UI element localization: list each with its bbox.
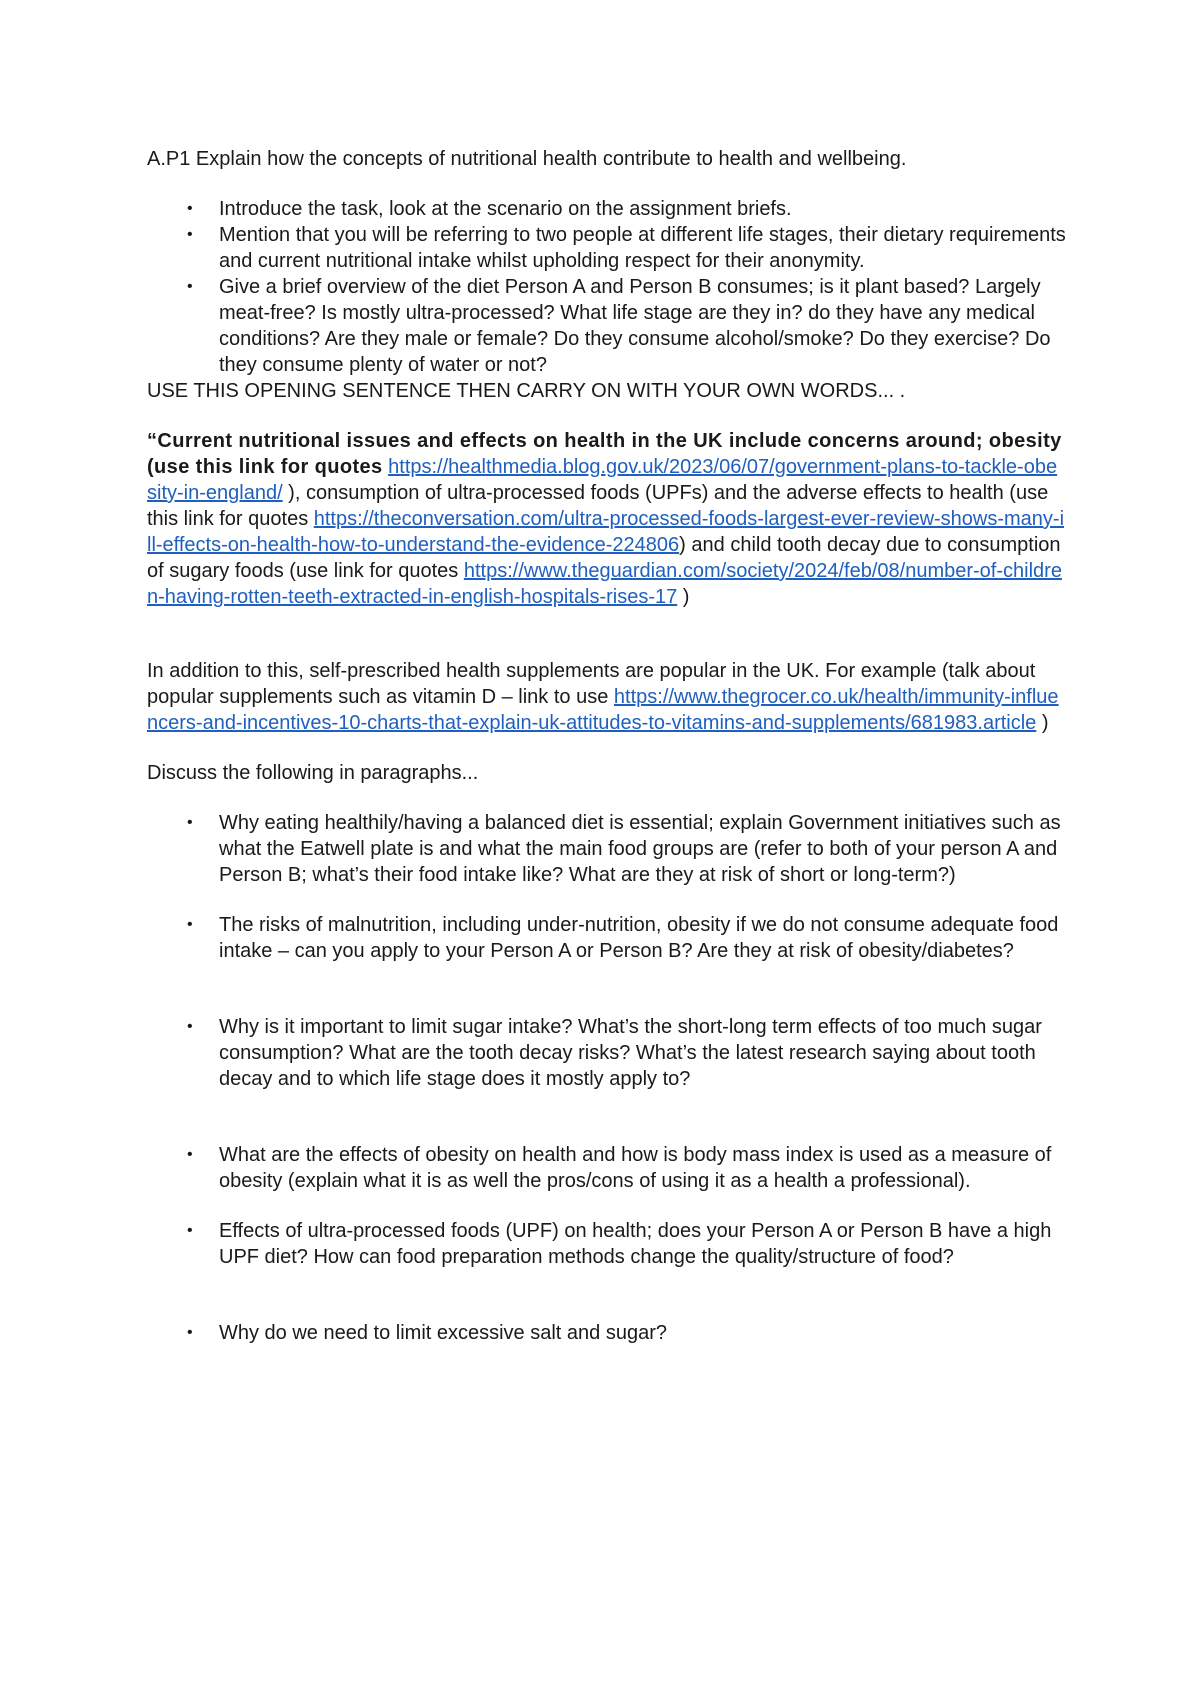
bullet-icon: • — [187, 1324, 193, 1341]
tooth-decay-link[interactable]: https://www.theguardian.com/society/2024/feb/08/number-of-children-having-rotten-teeth-extracted-in-english-hospitals-rises-17 — [147, 560, 1062, 608]
discuss-bullet-list — [147, 810, 1067, 1346]
intro-bullet-item — [147, 196, 1067, 222]
discuss-bullet-text: Why eating healthily/having a balanced diet is essential; explain Government initiatives such as what the Eatwell plate is and what the main food groups are (refer to both of your person A and Person B; what’s their food intake like? What are they at risk of short or long-term?) — [219, 812, 1061, 886]
obesity-link[interactable]: https://healthmedia.blog.gov.uk/2023/06/07/government-plans-to-tackle-obesity-in-england/ — [147, 456, 1058, 504]
discuss-bullet-text: What are the effects of obesity on health and how is body mass index is used as a measure of obesity (explain what it is as well the pros/cons of using it as a health a professional). — [219, 1144, 1052, 1192]
discuss-bullet-text: Why is it important to limit sugar intake? What’s the short-long term effects of too much sugar consumption? What are the tooth decay risks? What’s the latest research saying about tooth decay and to which life stage does it mostly apply to? — [219, 1016, 1042, 1090]
discuss-intro: Discuss the following in paragraphs... — [147, 762, 479, 784]
opening-sentence-text: ) — [677, 586, 690, 608]
task-heading: A.P1 Explain how the concepts of nutritional health contribute to health and wellbeing. — [147, 148, 907, 170]
intro-bullet-item — [147, 222, 1067, 274]
discuss-bullet-item — [147, 912, 1067, 964]
opening-sentence-bold: “Current nutritional issues and effects on health in the UK include concerns around; obesity (use this link for quotes — [147, 430, 1062, 478]
discuss-bullet-item — [147, 810, 1067, 888]
intro-bullet-text: Mention that you will be referring to two people at different life stages, their dietary requirements and current nutritional intake whilst upholding respect for their anonymity. — [219, 224, 1066, 272]
intro-bullet-text: Give a brief overview of the diet Person A and Person B consumes; is it plant based? Largely meat-free? Is mostly ultra-processed? What life stage are they in? do they have any medical conditions? Are they male or female? Do they consume alcohol/smoke? Do they exercise? Do they consume plenty of water or not? — [219, 276, 1051, 376]
discuss-bullet-item — [147, 1218, 1067, 1270]
intro-bullet-list — [147, 196, 1067, 378]
bullet-icon: • — [187, 1018, 193, 1035]
bullet-icon: • — [187, 1146, 193, 1163]
opening-sentence-text: ), consumption of ultra-processed foods (UPFs) and the adverse effects to health (use this link for quotes — [147, 482, 1049, 530]
bullet-icon: • — [187, 278, 193, 295]
supplements-link[interactable]: https://www.thegrocer.co.uk/health/immunity-influencers-and-incentives-10-charts-that-explain-uk-attitudes-to-vitamins-and-supplements/681983.article — [147, 686, 1059, 734]
opening-sentence-paragraph — [147, 428, 1067, 610]
intro-bullet-item — [147, 274, 1067, 378]
bullet-icon: • — [187, 916, 193, 933]
bullet-icon: • — [187, 1222, 193, 1239]
opening-sentence-text: ) and child tooth decay due to consumption of sugary foods (use link for quotes — [147, 534, 1061, 582]
intro-bullet-text: Introduce the task, look at the scenario on the assignment briefs. — [219, 198, 792, 220]
discuss-bullet-item — [147, 1320, 1067, 1346]
supplements-paragraph — [147, 658, 1067, 736]
upf-link[interactable]: https://theconversation.com/ultra-processed-foods-largest-ever-review-shows-many-ill-effects-on-health-how-to-understand-the-evidence-224806 — [147, 508, 1065, 556]
bullet-icon: • — [187, 226, 193, 243]
bullet-icon: • — [187, 200, 193, 217]
discuss-bullet-text: Why do we need to limit excessive salt and sugar? — [219, 1322, 667, 1344]
document-page — [147, 146, 1067, 1346]
supplements-close: ) — [1036, 712, 1049, 734]
supplements-text: In addition to this, self-prescribed health supplements are popular in the UK. For example (talk about popular supplements such as vitamin D – link to use — [147, 660, 1036, 708]
discuss-bullet-item — [147, 1014, 1067, 1092]
blank-line — [147, 634, 1067, 658]
bullet-icon: • — [187, 814, 193, 831]
discuss-bullet-text: Effects of ultra-processed foods (UPF) on health; does your Person A or Person B have a high UPF diet? How can food preparation methods change the quality/structure of food? — [219, 1220, 1052, 1268]
discuss-bullet-item — [147, 1142, 1067, 1194]
opening-instruction: USE THIS OPENING SENTENCE THEN CARRY ON WITH YOUR OWN WORDS... . — [147, 380, 906, 402]
discuss-bullet-text: The risks of malnutrition, including under-nutrition, obesity if we do not consume adequate food intake – can you apply to your Person A or Person B? Are they at risk of obesity/diabetes? — [219, 914, 1059, 962]
